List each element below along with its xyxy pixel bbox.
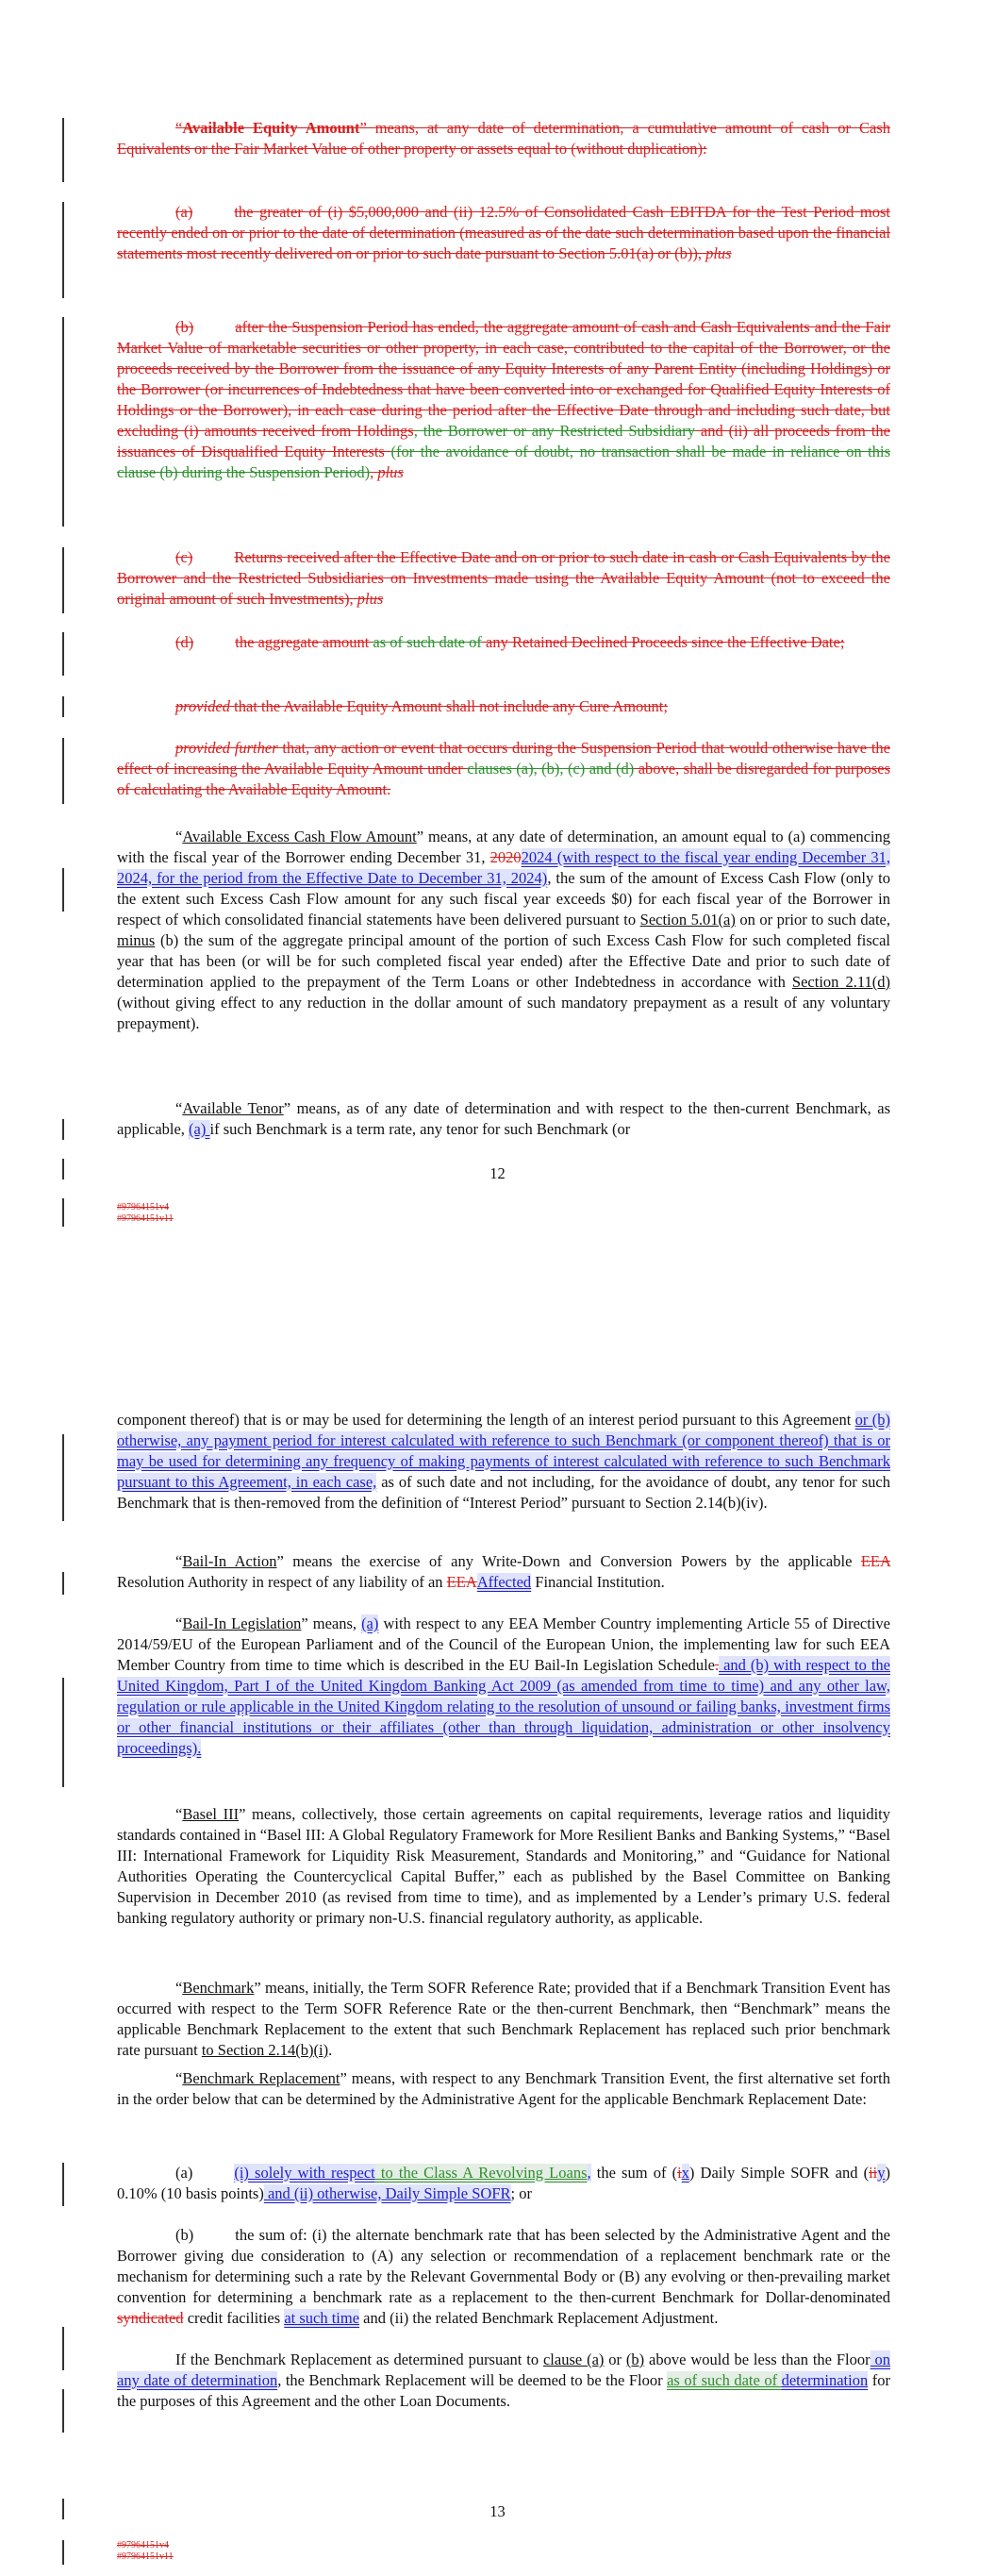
benchmark-replacement-floor: If the Benchmark Replacement as determined pursuant to clause (a) or (b) above would be less than the Floor on any date of determination, the Benchmark Replacement will be deemed to be the Floor as of such date of determination for the purposes of this Agreement and the other Loan Documents. (117, 2350, 891, 2410)
clause-a: (a) the greater of (i) $5,000,000 and (ii) 12.5% of Consolidated Cash EBITDA for the Test Period most recently ended on or prior to the date of determination (measured as of the date such determination based upon the financial statements most recently delivered on or prior to such date pursuant to Section 5.01(a) or (b)), plus (117, 203, 890, 262)
doc-id-deleted: #97964151v4 (117, 1202, 169, 1213)
change-bar (62, 2540, 64, 2565)
definition-available-tenor: “Available Tenor” means, as of any date of determination and with respect to the then-current Benchmark, as applicable, (a) if such Benchmark is a term rate, any tenor for such Benchmark (or (117, 1099, 890, 1138)
defined-term: Available Tenor (182, 1099, 284, 1117)
page-gap (0, 1227, 995, 1397)
page-12 (0, 0, 995, 1227)
defined-term: Available Equity Amount (182, 119, 360, 137)
clause-b: (b) after the Suspension Period has ended, the aggregate amount of cash and Cash Equivalents and the Fair Market Value of marketable securities or other property, in each case, contributed to the capital of the Borrower, or the proceeds received by the Borrower from the issuance of any Equity Interests of any Parent Entity (including Holdings) or the Borrower (or incurrences of Indebtedness that have been converted into or exchanged for Qualified Equity Interests of Holdings or the Borrower), in each case during the period after the Effective Date through and including such date, but excluding (i) amounts received from Holdings, the Borrower or any Restricted Subsidiary and (ii) all proceeds from the issuances of Disqualified Equity Interests (for the avoidance of doubt, no transaction shall be made in reliance on this clause (b) during the Suspension Period), plus (117, 318, 890, 481)
change-bar (62, 317, 64, 527)
clause-c: (c) Returns received after the Effective Date and on or prior to such date in cash or Cash Equivalents by the Borrower and the Restricted Subsidiaries on Investments made using the Available Equity Amount (not to exceed the original amount of such Investments), plus (117, 548, 890, 608)
defined-term: Benchmark Replacement (182, 2069, 340, 2087)
change-bar (62, 2389, 64, 2433)
change-bar (62, 1198, 64, 1227)
clause-d: (d) the aggregate amount as of such date of any Retained Declined Proceeds since the Effective Date; (175, 633, 845, 651)
change-bar (62, 1678, 64, 1787)
doc-id-inserted: #97964151v11 (117, 1213, 174, 1224)
change-bar (62, 1572, 64, 1595)
definition-benchmark-replacement: “Benchmark Replacement” means, with respect to any Benchmark Transition Event, the first alternative set forth in the order below that can be determined by the Administrative Agent for the applicable Benchmark Replacement Date: (117, 2069, 890, 2108)
defined-term: Available Excess Cash Flow Amount (182, 828, 417, 845)
change-bar (62, 202, 64, 298)
defined-term: Benchmark (182, 1979, 255, 1997)
change-bar (62, 118, 64, 182)
doc-id-inserted: #97964151v11 (117, 2551, 174, 2562)
definition-basel-iii: “Basel III” means, collectively, those certain agreements on capital requirements, leverage ratios and liquidity standards contained in “Basel III: A Global Regulatory Framework for More Resilient Banks and Banking Systems,” “Basel III: International Framework for Liquidity Risk Measurement, Standards and Monitoring,” and “Guidance for National Authorities Operating the Countercyclical Capital Buffer,” each as published by the Basel Committee on Banking Supervision in December 2010 (as revised from time to time), and as implemented by a Lender’s primary U.S. federal banking regulatory authority or primary non-U.S. financial regulatory authority, as applicable. (117, 1805, 890, 1927)
page-number: 13 (489, 2502, 506, 2520)
change-bar (62, 2327, 64, 2370)
change-bar (62, 738, 64, 804)
defined-term: Bail-In Action (182, 1552, 277, 1570)
benchmark-replacement-clause-a: (a) (i) solely with respect to the Class A Revolving Loans, the sum of (ix) Daily Simple SOFR and (iiy) 0.10% (10 basis points) and (ii) otherwise, Daily Simple SOFR; or (117, 2164, 890, 2202)
definition-bail-in-legislation: “Bail-In Legislation” means, (a) with respect to any EEA Member Country implementing Article 55 of Directive 2014/59/EU of the European Parliament and of the Council of the European Union, the implementing law for such EEA Member Country from time to time which is described in the EU Bail-In Legislation Schedule. and (b) with respect to the United Kingdom, Part I of the United Kingdom Banking Act 2009 (as amended from time to time) and any other law, regulation or rule applicable in the United Kingdom relating to the resolution of unsound or failing banks, investment firms or other financial institutions or their affiliates (other than through liquidation, administration or other insolvency proceedings). (117, 1614, 891, 1757)
change-bar (62, 1119, 64, 1140)
change-bar (62, 1434, 64, 1521)
change-bar (62, 547, 64, 613)
change-bar (62, 632, 64, 676)
definition-available-tenor-continued: component thereof) that is or may be used for determining the length of an interest period pursuant to this Agreement or (b) otherwise, any payment period for interest calculated with reference to such Benchmark (or component thereof) that is or may be used for determining any frequency of making payments of interest calculated with reference to such Benchmark pursuant to this Agreement, in each case, as of such date and not including, for the avoidance of doubt, any tenor for such Benchmark that is then-removed from the definition of “Interest Period” pursuant to Section 2.14(b)(iv). (117, 1411, 890, 1512)
change-bar (62, 696, 64, 717)
change-bar (62, 2163, 64, 2206)
definition-bail-in-action: “Bail-In Action” means the exercise of any Write-Down and Conversion Powers by the applicable EEA Resolution Authority in respect of any liability of an EEAAffected Financial Institution. (117, 1552, 891, 1591)
proviso-cure-amount: provided that the Available Equity Amount shall not include any Cure Amount; (175, 697, 668, 715)
defined-term: Bail-In Legislation (182, 1614, 302, 1632)
doc-id-deleted: #97964151v4 (117, 2540, 169, 2551)
defined-term: Basel III (182, 1805, 240, 1823)
benchmark-replacement-clause-b: (b) the sum of: (i) the alternate benchmark rate that has been selected by the Administrative Agent and the Borrower giving due consideration to (A) any selection or recommendation of a replacement benchmark rate or the mechanism for determining such a rate by the Relevant Governmental Body or (B) any evolving or then-prevailing market convention for determining a benchmark rate as a replacement to the then-current Benchmark for Dollar-denominated syndicated credit facilities at such time and (ii) the related Benchmark Replacement Adjustment. (117, 2226, 890, 2327)
definition-available-excess-cash-flow-amount: “Available Excess Cash Flow Amount” means, at any date of determination, an amount equal to (a) commencing with the fiscal year of the Borrower ending December 31, 20202024 (with respect to the fiscal year ending December 31, 2024, for the period from the Effective Date to December 31, 2024), the sum of the amount of Excess Cash Flow (only to the extent such Excess Cash Flow amount for any such fiscal year exceeds $0) for each fiscal year of the Borrower in respect of which consolidated financial statements have been delivered pursuant to Section 5.01(a) on or prior to such date, minus (b) the sum of the aggregate principal amount of the portion of such Excess Cash Flow for such completed fiscal year that has been (or will be for such completed fiscal year ended) after the Effective Date and prior to such date of determination applied to the prepayment of the Term Loans or other Indebtedness in accordance with Section 2.11(d) (without giving effect to any reduction in the dollar amount of such mandatory prepayment as a result of any voluntary prepayment). (117, 828, 890, 1032)
proviso-suspension-period: provided further that, any action or event that occurs during the Suspension Period that would otherwise have the effect of increasing the Available Equity Amount under clauses (a), (b), (c) and (d) above, shall be disregarded for purposes of calculating the Available Equity Amount. (117, 739, 891, 798)
definition-available-equity-amount: “Available Equity Amount” means, at any date of determination, a cumulative amount of cash or Cash Equivalents or the Fair Market Value of other property or assets equal to (without duplication): (117, 119, 890, 158)
definition-benchmark: “Benchmark” means, initially, the Term SOFR Reference Rate; provided that if a Benchmark Transition Event has occurred with respect to the Term SOFR Reference Rate or the then-current Benchmark, then “Benchmark” means the applicable Benchmark Replacement to the extent that such Benchmark Replacement has replaced such prior benchmark rate pursuant to Section 2.14(b)(i). (117, 1979, 890, 2059)
page-number: 12 (489, 1164, 506, 1182)
change-bar (62, 868, 64, 912)
page-13 (0, 1397, 995, 2576)
